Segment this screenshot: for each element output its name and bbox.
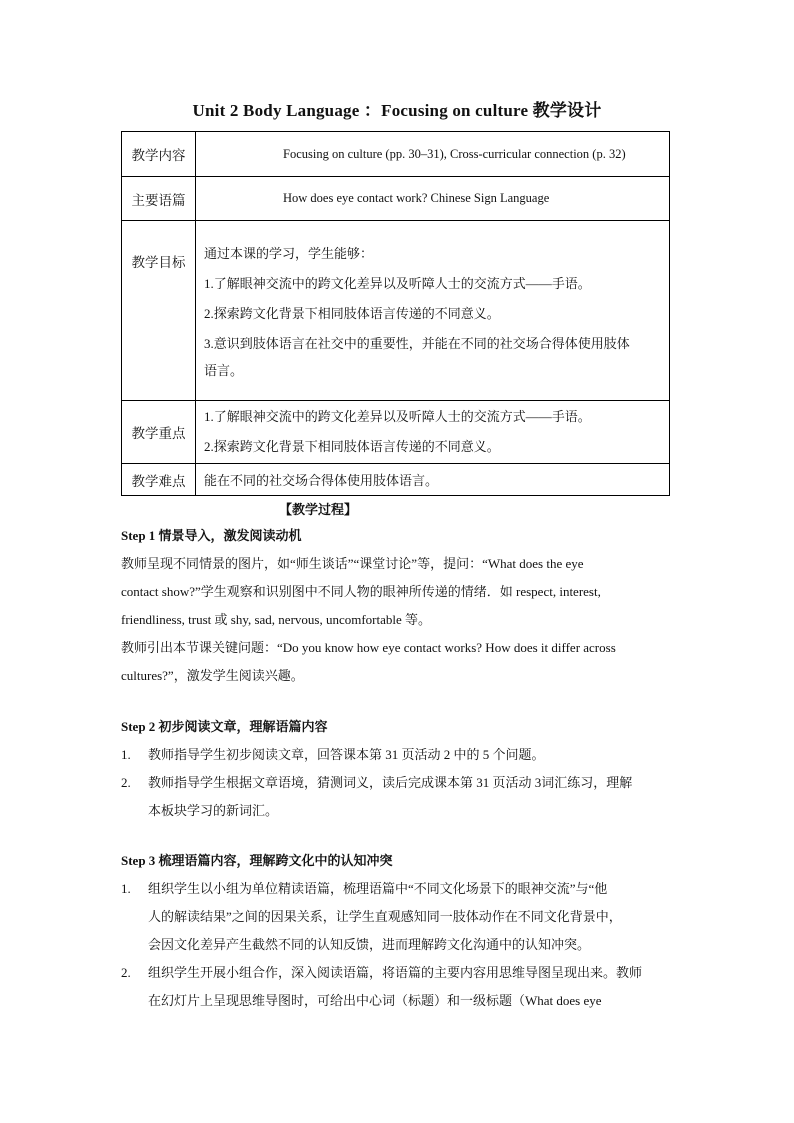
list-text: 在幻灯片上呈现思维导图时，可给出中心词（标题）和一级标题（What does eye: [148, 993, 602, 1008]
paragraph-line: contact show?”学生观察和识别图中不同人物的眼神所传递的情绪．如 respect, interest,: [121, 584, 601, 599]
step2-heading: Step 2 初步阅读文章，理解语篇内容: [121, 719, 328, 734]
list-text: 会因文化差异产生截然不同的认知反馈，进而理解跨文化沟通中的认知冲突。: [148, 937, 591, 952]
goals-value: [196, 221, 670, 401]
list-number: 1.: [121, 747, 131, 762]
list-number: 2.: [121, 965, 131, 980]
list-text: 教师指导学生初步阅读文章，回答课本第 31 页活动 2 中的 5 个问题。: [148, 747, 545, 762]
list-text: 组织学生以小组为单位精读语篇，梳理语篇中“不同文化场景下的眼神交流”与“他: [148, 881, 608, 896]
paragraph-line: 教师呈现不同情景的图片，如“师生谈话”“课堂讨论”等，提问：“What does the eye: [121, 556, 584, 571]
goals-line: 1.了解眼神交流中的跨文化差异以及听障人士的交流方式——手语。: [204, 275, 591, 291]
table-row: [122, 221, 670, 401]
table-row: [122, 132, 670, 177]
document-title: Unit 2 Body Language ：Focusing on culture 教学设计: [192, 101, 602, 120]
step2-section: [121, 713, 674, 825]
table-row: [122, 177, 670, 221]
goals-line: 3.意识到肢体语言在社交中的重要性，并能在不同的社交场合得体使用肢体: [204, 335, 630, 351]
list-item: [121, 959, 674, 1015]
content-value: Focusing on culture (pp. 30–31), Cross-curricular connection (p. 32): [196, 132, 670, 177]
goals-label: 教学目标: [122, 221, 196, 401]
paragraph-line: friendliness, trust 或 shy, sad, nervous, uncomfortable 等。: [121, 612, 432, 627]
step3-heading: Step 3 梳理语篇内容，理解跨文化中的认知冲突: [121, 853, 393, 868]
difficulty-value: 能在不同的社交场合得体使用肢体语言。: [196, 464, 670, 496]
list-text: 本板块学习的新词汇。: [148, 803, 279, 818]
table-row: [122, 401, 670, 464]
key-value: [196, 401, 670, 464]
key-label: 教学重点: [122, 401, 196, 464]
content-label: 教学内容: [122, 132, 196, 177]
paragraph-line: cultures?”，激发学生阅读兴趣。: [121, 668, 304, 683]
list-number: 1.: [121, 881, 131, 896]
paragraph-line: 教师引出本节课关键问题：“Do you know how eye contact works? How does it differ across: [121, 640, 616, 655]
list-item: [121, 741, 674, 769]
list-text: 组织学生开展小组合作，深入阅读语篇，将语篇的主要内容用思维导图呈现出来。教师: [148, 965, 643, 980]
list-item: [121, 769, 674, 825]
table-row: [122, 464, 670, 496]
key-line: 2.探索跨文化背景下相同肢体语言传递的不同意义。: [204, 439, 500, 454]
goals-line: 语言。: [204, 362, 244, 378]
lesson-info-table: [121, 131, 670, 496]
key-line: 1.了解眼神交流中的跨文化差异以及听障人士的交流方式——手语。: [204, 409, 591, 424]
goals-line: 2.探索跨文化背景下相同肢体语言传递的不同意义。: [204, 305, 500, 321]
difficulty-label: 教学难点: [122, 464, 196, 496]
step1-section: [121, 522, 674, 690]
list-number: 2.: [121, 775, 131, 790]
list-text: 教师指导学生根据文章语境，猜测词义，读后完成课本第 31 页活动 3词汇练习，理解: [148, 775, 633, 790]
process-title: 【教学过程】: [278, 502, 357, 517]
step3-section: [121, 847, 674, 1015]
list-item: [121, 875, 674, 959]
text-label: 主要语篇: [122, 177, 196, 221]
goals-line: 通过本课的学习，学生能够：: [204, 245, 374, 261]
list-text: 人的解读结果”之间的因果关系，让学生直观感知同一肢体动作在不同文化背景中，: [148, 909, 622, 924]
text-value: How does eye contact work? Chinese Sign Language: [196, 177, 670, 221]
step1-heading: Step 1 情景导入，激发阅读动机: [121, 528, 302, 543]
